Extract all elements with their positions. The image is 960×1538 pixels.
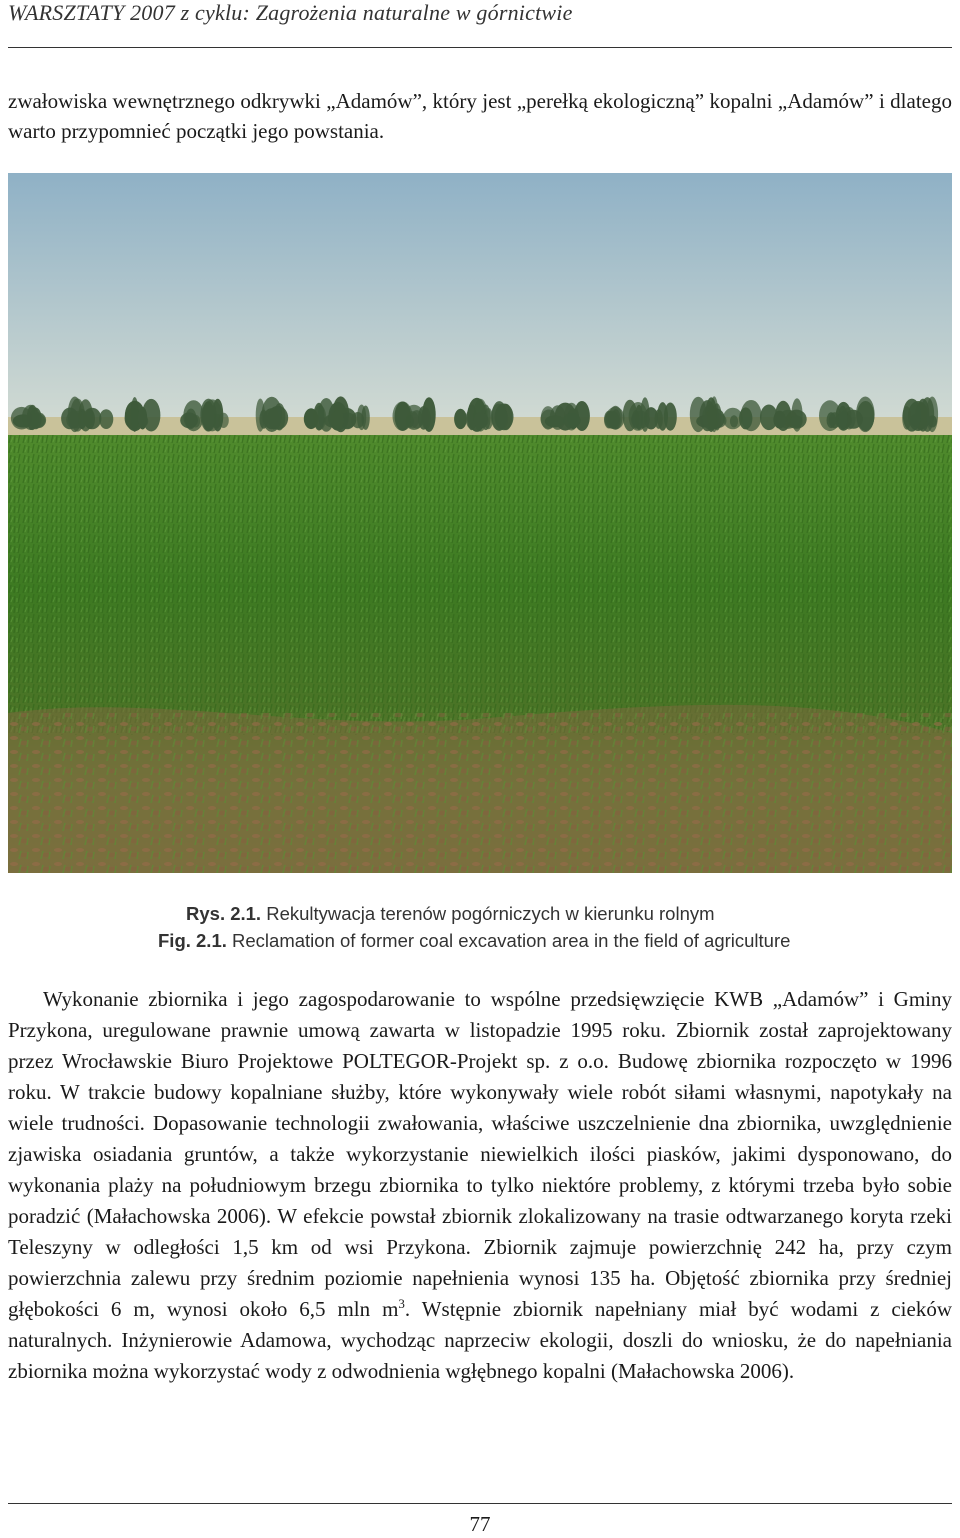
tree	[707, 406, 716, 429]
field-photograph-drawing	[8, 173, 952, 873]
sky	[8, 173, 952, 433]
field-photograph	[8, 173, 952, 873]
figure-caption-polish-text: Rekultywacja terenów pogórniczych w kierunku rolnym	[261, 903, 715, 924]
tree	[926, 397, 938, 433]
tree	[99, 409, 113, 429]
body-text-part1: Wykonanie zbiornika i jego zagospodarowanie to wspólne przedsięwzięcie KWB „Adamów” i Gminy Przykona, uregulowane prawnie umową zawarta w listopadzie 1995 roku. Zbiornik został zaprojektowany przez Wrocławskie Biuro Projektowe POLTEGOR-Projekt sp. z o.o. Budowę zbiornika rozpoczęto w 1996 roku. W trakcie budowy kopalniane służby, które wykonywały wiele robót siłami własnymi, napotykały na wiele trudności. Dopasowanie technologii zwałowania, właściwe uszczelnienie dna zbiornika, uwzględnienie zjawiska osiadania gruntów, a także wykorzystanie niewielkich ilości piasków, jakimi dysponowano, do wykonania plaży na południowym brzegu zbiornika to tylko niektóre problemy, z którymi trzeba było sobie poradzić (Małachowska 2006). W efekcie powstał zbiornik zlokalizowany na trasie odtwarzanego koryta rzeki Teleszyny w odległości 1,5 km od wsi Przykona. Zbiornik zajmuje powierzchnię 242 ha, przy czym powierzchnia zalewu przy średnim poziomie napełnienia wynosi 135 ha. Objętość zbiornika przy średniej głębokości 6 m, wynosi około 6,5 mln m	[8, 987, 952, 1321]
tree	[541, 410, 558, 429]
tree	[790, 415, 802, 427]
tree	[606, 407, 625, 430]
tree	[69, 411, 87, 429]
tree	[422, 408, 431, 430]
tree	[773, 411, 785, 429]
header-rule	[8, 47, 952, 48]
tree	[454, 409, 467, 429]
running-header: WARSZTATY 2007 z cyklu: Zagrożenia naturalne w górnictwie	[8, 0, 573, 25]
tree	[563, 413, 581, 428]
tree	[629, 402, 648, 431]
footer-rule	[8, 1503, 952, 1504]
figure-caption-polish	[186, 903, 715, 925]
tree	[138, 407, 147, 430]
soil-texture	[8, 713, 952, 873]
tree	[262, 397, 282, 432]
tree	[22, 405, 39, 430]
superscript-cubic: 3	[398, 1296, 405, 1311]
figure-label-english: Fig. 2.1.	[158, 930, 227, 951]
tree	[330, 411, 344, 429]
figure-caption-english-text: Reclamation of former coal excavation area in the field of agriculture	[226, 930, 791, 951]
figure-label-polish: Rys. 2.1.	[186, 903, 262, 924]
tree	[357, 405, 366, 431]
figure-caption-english	[158, 930, 790, 952]
crop-texture	[8, 435, 952, 735]
tree	[202, 401, 215, 431]
tree	[491, 404, 507, 431]
tree	[131, 397, 139, 432]
body-text-part2: . Wstępnie zbiornik napełniany miał być wodami z cieków naturalnych. Inżynierowie Adamowa, wychodząc naprzeciw ekologii, doszli do wniosku, że do napełniania zbiornika można wykorzystać wody z odwodnienia wgłębnego kopalni (Małachowska 2006).	[8, 1297, 952, 1383]
tree	[395, 402, 411, 431]
intro-paragraph: zwałowiska wewnętrznego odkrywki „Adamów”, który jest „perełką ekologiczną” kopalni „Adamów” i dlatego warto przypomnieć początki jego powstania.	[8, 89, 952, 143]
page-number: 77	[469, 1512, 491, 1536]
tree	[827, 412, 836, 428]
treeline	[11, 396, 938, 432]
tree	[185, 409, 196, 430]
tree	[474, 412, 489, 428]
body-paragraph	[8, 984, 952, 1387]
tree	[655, 409, 663, 429]
tree	[857, 401, 875, 431]
tree	[730, 415, 738, 427]
tree	[838, 406, 847, 430]
tree	[903, 399, 921, 432]
